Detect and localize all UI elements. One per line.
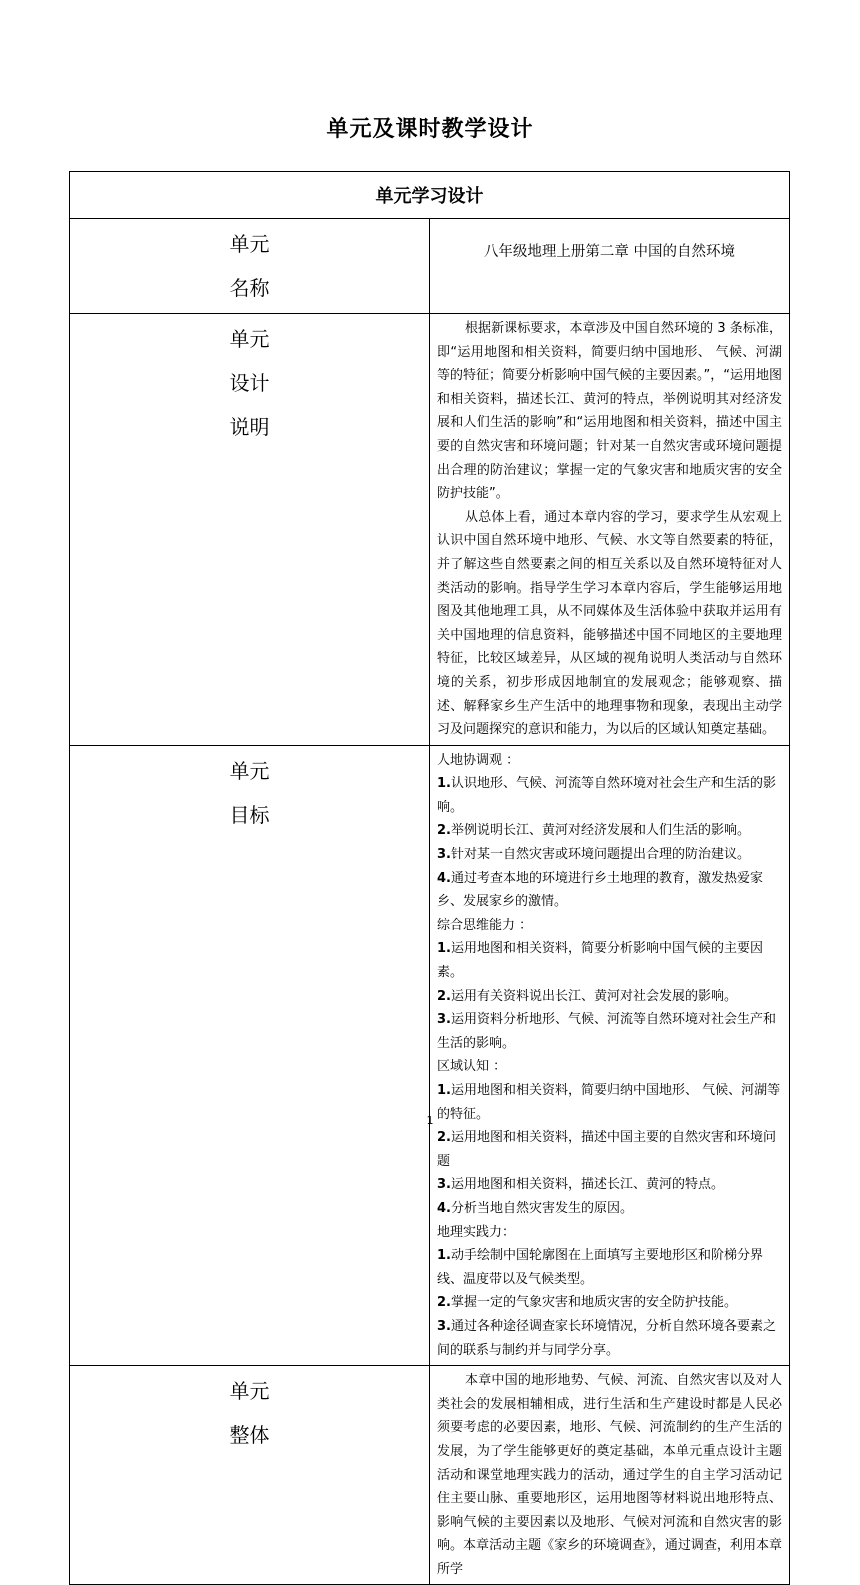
goal-item: 3.运用资料分析地形、气候、河流等自然环境对社会生产和生活的影响。: [437, 1012, 776, 1051]
unit-name-label: 单元 名称: [70, 219, 430, 314]
goal-item: 3.针对某一自然灾害或环境问题提出合理的防治建议。: [437, 847, 750, 863]
section-header: 单元学习设计: [70, 172, 790, 219]
unit-goals-cell: [430, 745, 790, 1365]
goal-group-heading: 人地协调观 ：: [437, 752, 520, 768]
unit-name-cell: [430, 219, 790, 314]
unit-goals-row: [70, 745, 790, 1365]
design-notes-label: 单元 设计 说明: [70, 314, 430, 746]
goal-item: 2.掌握一定的气象灾害和地质灾害的安全防护技能。: [437, 1295, 737, 1311]
goal-item: 4.分析当地自然灾害发生的原因。: [437, 1200, 633, 1216]
page-number: 1: [426, 1114, 434, 1127]
document-title: 单元及课时教学设计: [326, 117, 534, 142]
goal-group-heading: 综合思维能力 ：: [437, 917, 533, 933]
goal-item: 3.运用地图和相关资料，描述长江、黄河的特点。: [437, 1177, 724, 1193]
unit-overall-row: [70, 1366, 790, 1585]
goal-item: 3.通过各种途径调查家长环境情况，分析自然环境各要素之间的联系与制约并与同学分享。: [437, 1318, 776, 1358]
unit-design-table: [69, 171, 790, 1585]
goal-group-heading: 区域认知 ：: [437, 1059, 507, 1075]
unit-name-row: [70, 219, 790, 314]
goal-group-heading: 地理实践力：: [437, 1224, 516, 1240]
goal-item: 4.通过考查本地的环境进行乡土地理的教育，激发热爱家乡、发展家乡的激情。: [437, 870, 763, 910]
unit-goals-label: 单元 目标: [70, 745, 430, 1365]
section-header-row: [70, 172, 790, 219]
unit-overall-cell: [430, 1366, 790, 1585]
goal-item: 2.运用有关资料说出长江、黄河对社会发展的影响。: [437, 988, 737, 1004]
unit-overall-paragraph: 本章中国的地形地势、气候、河流、自然灾害以及对人类社会的发展相辅相成，进行生活和生产建设时都是人民必须要考虑的必要因素，地形、气候、河流制约的生产生活的发展，为了学生能够更好的奠定基础，本单元重点设计主题活动和课堂地理实践力的活动，通过学生的自主学习活动记住主要山脉、重要地形区，运用地图等材料说出地形特点、影响气候的主要因素以及地形、气候对河流和自然灾害的影响。本章活动主题《家乡的环境调查》，通过调查，利用本章所学: [437, 1373, 782, 1577]
design-notes-row: [70, 314, 790, 746]
goal-item: 1.认识地形、气候、河流等自然环境对社会生产和生活的影响。: [437, 776, 776, 815]
unit-name-value: 八年级地理上册第二章 中国的自然环境: [483, 244, 736, 260]
design-notes-paragraph: 根据新课标要求，本章涉及中国自然环境的 3 条标准，即“运用地图和相关资料，简要归纳中国地形、 气候、河湖等的特征；简要分析影响中国气候的主要因素。”，“运用地图和相关资料，描述长江、黄河的特点，举例说明其对经济发展和人们生活的影响”和“运用地图和相关资料，描述中国主要的自然灾害和环境问题；针对某一自然灾害或环境问题提出合理的防治建议；掌握一定的气象灾害和地质灾害的安全防护技能”。: [437, 321, 782, 502]
goal-item: 1.运用地图和相关资料，简要分析影响中国气候的主要因素。: [437, 941, 763, 981]
goal-item: 1.动手绘制中国轮廓图在上面填写主要地形区和阶梯分界线、温度带以及气候类型。: [437, 1248, 763, 1287]
design-notes-cell: [430, 314, 790, 746]
goal-item: 1.运用地图和相关资料，简要归纳中国地形、 气候、河湖等的特征。: [437, 1083, 781, 1122]
goal-item: 2.举例说明长江、黄河对经济发展和人们生活的影响。: [437, 823, 750, 839]
design-notes-paragraph: 从总体上看，通过本章内容的学习，要求学生从宏观上认识中国自然环境中地形、气候、水文等自然要素的特征，并了解这些自然要素之间的相互关系以及自然环境特征对人类活动的影响。指导学生学习本章内容后，学生能够运用地图及其他地理工具，从不同媒体及生活体验中获取并运用有关中国地理的信息资料，能够描述中国不同地区的主要地理特征，比较区域差异，从区域的视角说明人类活动与自然环境的关系，初步形成因地制宜的发展观念；能够观察、描述、解释家乡生产生活中的地理事物和现象，表现出主动学习及问题探究的意识和能力，为以后的区域认知奠定基础。: [437, 509, 782, 738]
unit-overall-label: 单元 整体: [70, 1366, 430, 1585]
goal-item: 2.运用地图和相关资料，描述中国主要的自然灾害和环境问题: [437, 1130, 776, 1169]
